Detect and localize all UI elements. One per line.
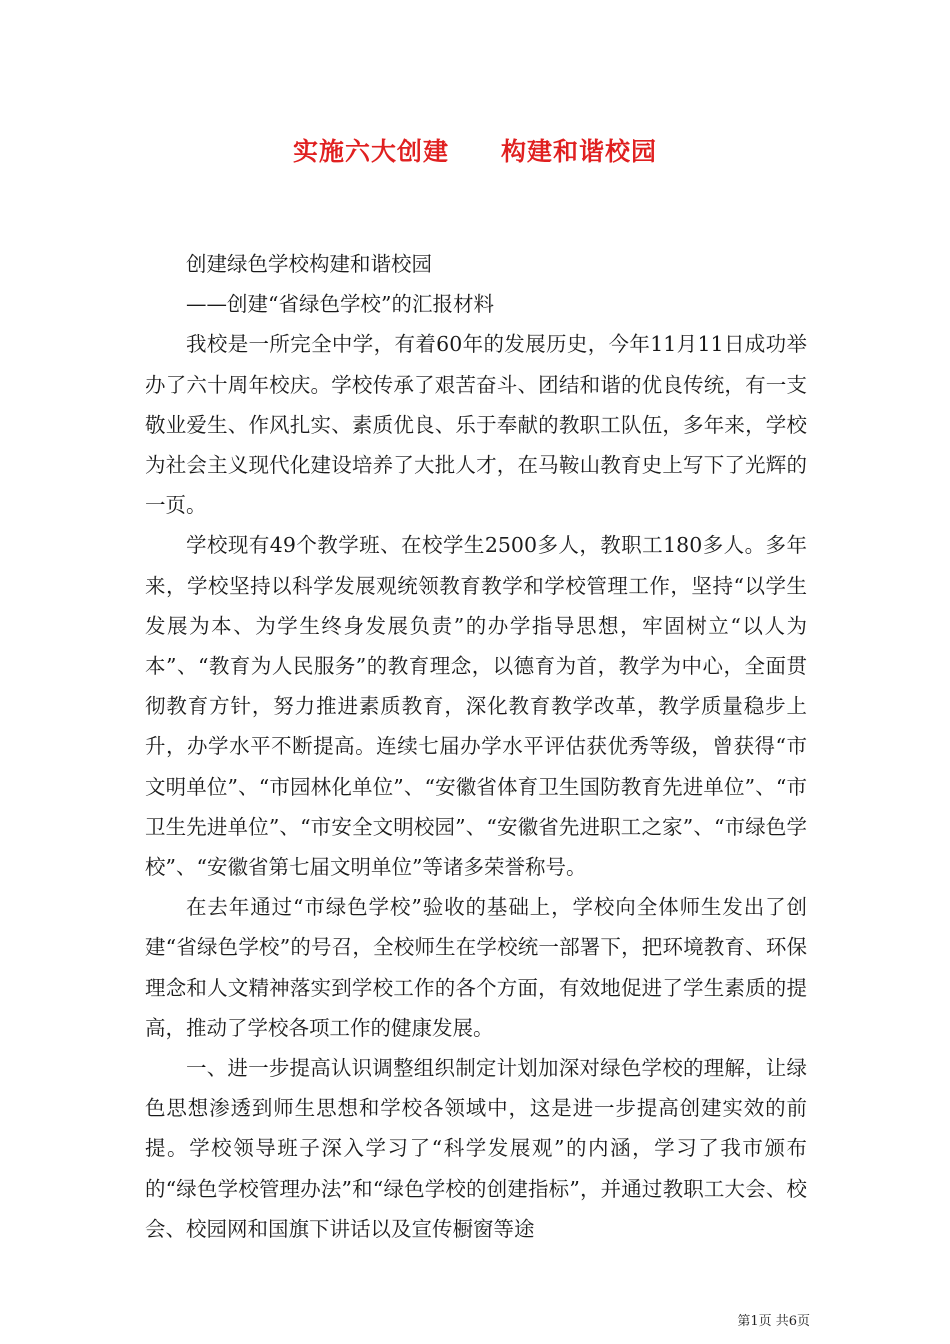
paragraph: 学校现有49个教学班、在校学生2500多人，教职工180多人。多年来，学校坚持以科学发展观统领教育教学和学校管理工作，坚持“以学生发展为本、为学生终身发展负责”的办学指导思想，牢固树立“以人为本”、“教育为人民服务”的教育理念，以德育为首，教学为中心，全面贯彻教育方针，努力推进素质教育，深化教育教学改革，教学质量稳步上升，办学水平不断提高。连续七届办学水平评估获优秀等级，曾获得“市文明单位”、“市园林化单位”、“安徽省体育卫生国防教育先进单位”、“市卫生先进单位”、“市安全文明校园”、“安徽省先进职工之家”、“市绿色学校”、“安徽省第七届文明单位”等诸多荣誉称号。 (145, 533, 807, 880)
subtitle-secondary: ——创建“省绿色学校”的汇报材料 (186, 292, 494, 317)
subtitle: 创建绿色学校构建和谐校园 (186, 252, 432, 276)
paragraph: 一、进一步提高认识调整组织制定计划加深对绿色学校的理解，让绿色思想渗透到师生思想和学校各领域中，这是进一步提高创建实效的前提。学校领导班子深入学习了“科学发展观”的内涵，学习了我市颁布的“绿色学校管理办法”和“绿色学校的创建指标”，并通过教职工大会、校会、校园网和国旗下讲话以及宣传橱窗等途 (145, 1056, 807, 1241)
paragraph: 在去年通过“市绿色学校”验收的基础上，学校向全体师生发出了创建“省绿色学校”的号召，全校师生在学校统一部署下，把环境教育、环保理念和人文精神落实到学校工作的各个方面，有效地促进了学生素质的提高，推动了学校各项工作的健康发展。 (145, 895, 807, 1040)
paragraph: 我校是一所完全中学，有着60年的发展历史，今年11月11日成功举办了六十周年校庆。学校传承了艰苦奋斗、团结和谐的优良传统，有一支敬业爱生、作风扎实、素质优良、乐于奉献的教职工队伍，多年来，学校为社会主义现代化建设培养了大批人才，在马鞍山教育史上写下了光辉的一页。 (145, 332, 807, 518)
document-body (145, 244, 807, 1249)
document-title: 实施六大创建 构建和谐校园 (292, 137, 657, 166)
page-number: 第1页 共6页 (737, 1314, 810, 1329)
